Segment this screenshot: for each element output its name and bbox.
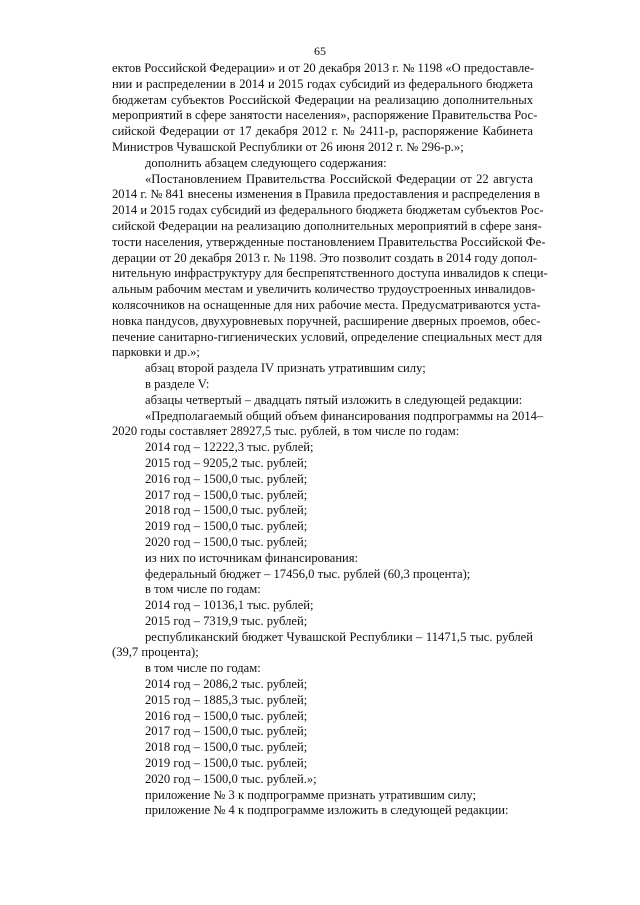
text-line: приложение № 4 к подпрограмме изложить в следующей редакции: <box>145 803 509 818</box>
text-line: 2014 год – 2086,2 тыс. рублей; <box>145 677 308 692</box>
text-line: из них по источникам финансирования: <box>145 550 359 565</box>
text-line: 2015 год – 9205,2 тыс. рублей; <box>145 455 308 470</box>
text-line: мероприятий в сфере занятости населения», распоряжение Правительства Рос- <box>112 108 538 123</box>
text-line: (39,7 процента); <box>112 645 199 660</box>
text-line: 2014 г. № 841 внесены изменения в Правила предоставления и распределения в <box>112 187 540 202</box>
text-line: абзац второй раздела IV признать утратившим силу; <box>145 361 426 376</box>
text-line: 2014 и 2015 годах субсидий из федерального бюджета бюджетам субъектов Рос- <box>112 203 544 218</box>
text-line: 2019 год – 1500,0 тыс. рублей; <box>145 519 308 534</box>
text-line: парковки и др.»; <box>112 345 200 360</box>
text-line: в том числе по годам: <box>145 661 261 676</box>
text-line: 2019 год – 1500,0 тыс. рублей; <box>145 756 308 771</box>
text-line: приложение № 3 к подпрограмме признать утратившим силу; <box>145 787 477 802</box>
text-line: 2018 год – 1500,0 тыс. рублей; <box>145 740 308 755</box>
text-line: нительную инфраструктуру для беспрепятственного доступа инвалидов к специ- <box>112 266 548 281</box>
text-line: 2014 год – 10136,1 тыс. рублей; <box>145 598 314 613</box>
text-line: сийской Федерации от 17 декабря 2012 г. № 2411-р, распоряжение Кабинета <box>112 124 533 139</box>
text-line: федеральный бюджет – 17456,0 тыс. рублей (60,3 процента); <box>145 566 471 581</box>
text-line: 2020 год – 1500,0 тыс. рублей; <box>145 534 308 549</box>
text-line: бюджетам субъектов Российской Федерации на реализацию дополнительных <box>112 92 533 107</box>
text-line: альным рабочим местам и увеличить количество трудоустроенных инвалидов- <box>112 282 536 297</box>
text-line: 2020 годы составляет 28927,5 тыс. рублей, в том числе по годам: <box>112 424 460 439</box>
text-line: 2020 год – 1500,0 тыс. рублей.»; <box>145 771 317 786</box>
text-line: 2017 год – 1500,0 тыс. рублей; <box>145 724 308 739</box>
page-number: 65 <box>314 44 326 58</box>
text-line: нии и распределении в 2014 и 2015 годах субсидий из федерального бюджета <box>112 76 533 91</box>
text-line: новка пандусов, двухуровневых поручней, расширение дверных проемов, обес- <box>112 313 541 328</box>
text-line: 2015 год – 1885,3 тыс. рублей; <box>145 692 308 707</box>
text-line: ектов Российской Федерации» и от 20 декабря 2013 г. № 1198 «О предоставле- <box>112 61 535 75</box>
text-line: Министров Чувашской Республики от 26 июня 2012 г. № 296-р.»; <box>112 139 464 154</box>
text-line: «Предполагаемый общий объем финансирования подпрограммы на 2014– <box>145 408 544 423</box>
text-line: сийской Федерации на реализацию дополнительных мероприятий в сфере заня- <box>112 218 542 233</box>
text-line: абзацы четвертый – двадцать пятый изложить в следующей редакции: <box>145 392 523 407</box>
body-text <box>112 61 548 819</box>
text-line: 2017 год – 1500,0 тыс. рублей; <box>145 487 308 502</box>
text-line: печение санитарно-гигиенических условий, определение специальных мест для <box>112 329 543 344</box>
text-line: в разделе V: <box>145 376 210 391</box>
text-line: тости населения, утвержденные постановлением Правительства Российской Фе- <box>112 234 546 249</box>
text-line: 2015 год – 7319,9 тыс. рублей; <box>145 613 308 628</box>
text-line: «Постановлением Правительства Российской Федерации от 22 августа <box>145 171 533 186</box>
text-line: дерации от 20 декабря 2013 г. № 1198. Это позволит создать в 2014 году допол- <box>112 250 538 265</box>
text-line: колясочников на оснащенные для них рабочие места. Предусматриваются уста- <box>112 297 541 312</box>
text-line: республиканский бюджет Чувашской Республики – 11471,5 тыс. рублей <box>145 629 533 644</box>
text-line: 2016 год – 1500,0 тыс. рублей; <box>145 471 308 486</box>
text-line: 2016 год – 1500,0 тыс. рублей; <box>145 708 308 723</box>
text-line: дополнить абзацем следующего содержания: <box>145 155 387 170</box>
text-line: 2018 год – 1500,0 тыс. рублей; <box>145 503 308 518</box>
text-line: в том числе по годам: <box>145 582 261 597</box>
text-line: 2014 год – 12222,3 тыс. рублей; <box>145 440 314 455</box>
